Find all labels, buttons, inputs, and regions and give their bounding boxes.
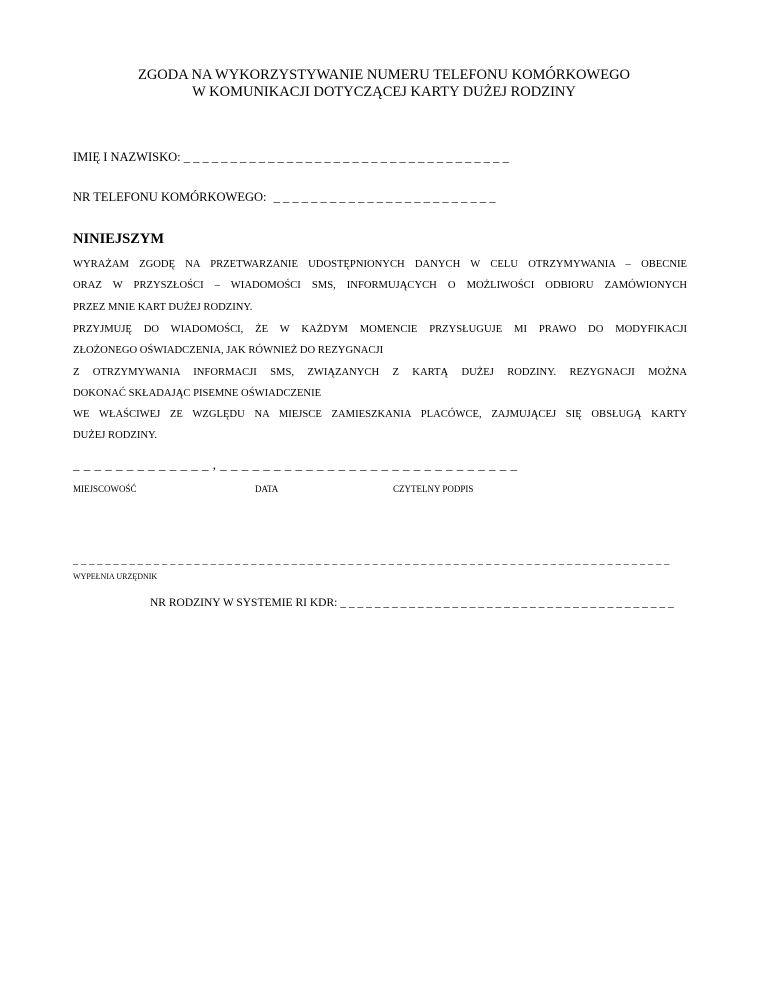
withdrawal-line-3: Z OTRZYMYWANIA INFORMACJI SMS, ZWIĄZANYCH Z KARTĄ DUŻEJ RODZINY. REZYGNACJI MOŻNA [73,366,687,378]
signature-label: CZYTELNY PODPIS [393,484,474,494]
name-blank: _ _ _ _ _ _ _ _ _ _ _ _ _ _ _ _ _ _ _ _ _ _ _ _ _ _ _ _ _ _ _ _ _ _ _ [183,150,509,164]
title-line-2: W KOMUNIKACJI DOTYCZĄCEJ KARTY DUŻEJ RODZINY [192,84,576,100]
date-label: DATA [255,484,279,494]
consent-line-3: PRZEZ MNIE KART DUŻEJ RODZINY. [73,301,253,313]
withdrawal-line-2: ZŁOŻONEGO OŚWIADCZENIA, JAK RÓWNIEŻ DO REZYGNACJI [73,345,384,357]
withdrawal-line-1: PRZYJMUJĘ DO WIADOMOŚCI, ŻE W KAŻDYM MOMENCIE PRZYSŁUGUJE MI PRAWO DO MODYFIKACJI [73,324,687,335]
withdrawal-paragraph [73,319,687,447]
consent-line-1: WYRAŻAM ZGODĘ NA PRZETWARZANIE UDOSTĘPNIONYCH DANYCH W CELU OTRZYMYWANIA – OBECNIE [73,259,687,270]
title-line-1: ZGODA NA WYKORZYSTYWANIE NUMERU TELEFONU KOMÓRKOWEGO [137,67,631,83]
phone-field [73,190,496,205]
filled-by-official-label: WYPEŁNIA URZĘDNIK [73,572,158,581]
name-label: IMIĘ I NAZWISKO: [73,150,181,164]
office-separator: _ _ _ _ _ _ _ _ _ _ _ _ _ _ _ _ _ _ _ _ _ _ _ _ _ _ _ _ _ _ _ _ _ _ _ _ _ _ _ _ _ _ _ _ _ _ _ _ _ _ _ _ _ _ _ _ _ _ _ _ _ _ _ _ _ _ _ _ _ _ _ _ _ _ [73,555,670,566]
signature-blank-line: _ _ _ _ _ _ _ _ _ _ _ _ _ , _ _ _ _ _ _ _ _ _ _ _ _ _ _ _ _ _ _ _ _ _ _ _ _ _ _ _ _ [73,457,518,472]
kdr-blank: _ _ _ _ _ _ _ _ _ _ _ _ _ _ _ _ _ _ _ _ _ _ _ _ _ _ _ _ _ _ _ _ _ _ _ _ _ _ _ [340,597,674,609]
section-heading: NINIEJSZYM [73,231,165,247]
phone-blank: _ _ _ _ _ _ _ _ _ _ _ _ _ _ _ _ _ _ _ _ _ _ _ _ [273,190,496,204]
name-field [73,150,509,165]
consent-line-2: ORAZ W PRZYSZŁOŚCI – WIADOMOŚCI SMS, INFORMUJĄCYCH O MOŻLIWOŚCI ODBIORU ZAMÓWIONYCH [73,280,687,292]
phone-label: NR TELEFONU KOMÓRKOWEGO: [73,190,267,204]
withdrawal-line-6: DUŻEJ RODZINY. [73,430,157,442]
document-title [0,67,768,101]
withdrawal-line-4: DOKONAĆ SKŁADAJĄC PISEMNE OŚWIADCZENIE [73,387,322,399]
consent-paragraph [73,254,687,318]
kdr-label: NR RODZINY W SYSTEMIE RI KDR: [150,597,338,609]
kdr-number-field [150,597,674,609]
withdrawal-line-5: WE WŁAŚCIWEJ ZE WZGLĘDU NA MIEJSCE ZAMIESZKANIA PLACÓWCE, ZAJMUJĄCEJ SIĘ OBSŁUGĄ KARTY [73,409,687,421]
place-label: MIEJSCOWOŚĆ [73,484,137,494]
